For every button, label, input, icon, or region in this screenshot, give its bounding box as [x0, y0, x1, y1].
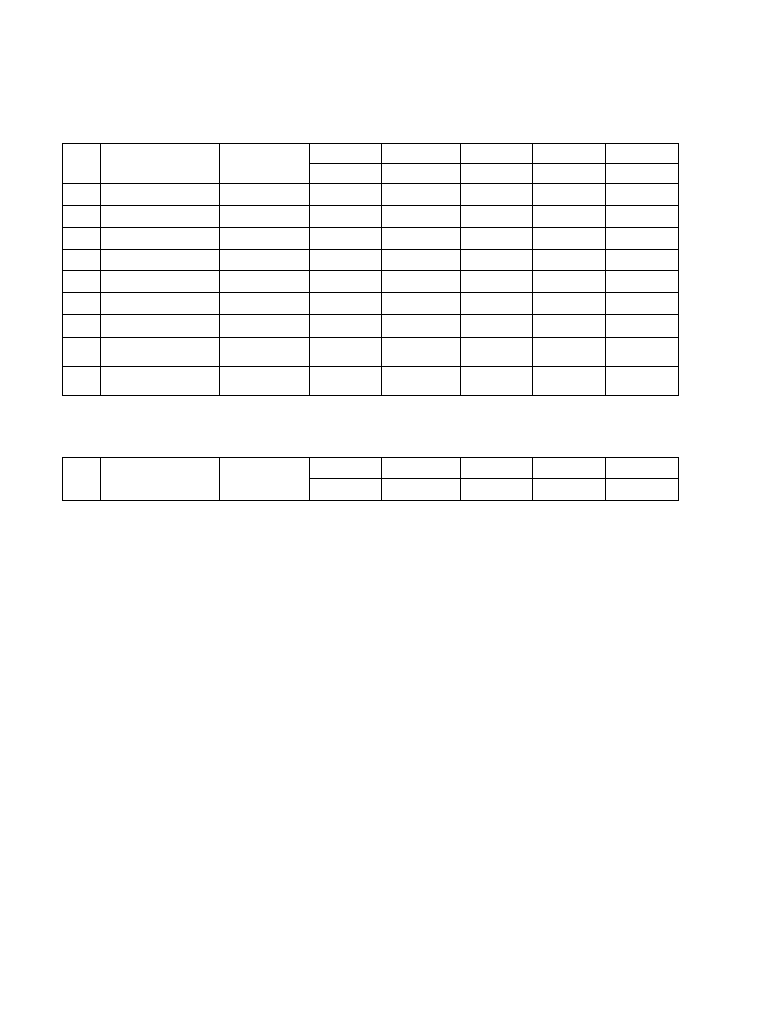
schedule-table-2 [62, 457, 679, 501]
row-number [63, 338, 101, 367]
day-header [606, 144, 679, 164]
attendance-cell [606, 250, 679, 271]
attendance-cell [310, 293, 382, 315]
table-row [63, 338, 679, 367]
table-row [63, 271, 679, 293]
attendance-cell [461, 184, 533, 206]
bulan-ke-row [64, 125, 264, 144]
attendance-cell [310, 315, 382, 338]
day-header [461, 144, 533, 164]
attendance-cell [382, 184, 461, 206]
attendance-cell [461, 206, 533, 228]
attendance-cell [606, 228, 679, 250]
personnel-name [101, 271, 220, 293]
day-header [382, 458, 461, 479]
date-header [310, 164, 382, 184]
attendance-cell [382, 250, 461, 271]
attendance-cell [533, 338, 606, 367]
date-header [533, 479, 606, 501]
row-number [63, 271, 101, 293]
date-header [382, 164, 461, 184]
col-header-no [63, 458, 101, 501]
header-day-row [63, 144, 679, 164]
day-header [382, 144, 461, 164]
table-row [63, 184, 679, 206]
attendance-cell [606, 315, 679, 338]
attendance-cell [310, 338, 382, 367]
personnel-role [220, 206, 310, 228]
attendance-cell [310, 367, 382, 396]
header-day-row [63, 458, 679, 479]
attendance-cell [461, 338, 533, 367]
attendance-cell [382, 367, 461, 396]
personnel-name [101, 315, 220, 338]
personnel-name [101, 367, 220, 396]
attendance-cell [533, 315, 606, 338]
row-number [63, 367, 101, 396]
personnel-name [101, 184, 220, 206]
table-row [63, 315, 679, 338]
personnel-role [220, 367, 310, 396]
attendance-cell [382, 315, 461, 338]
table-row [63, 293, 679, 315]
attendance-cell [533, 271, 606, 293]
col-header-nama-personil [101, 144, 220, 184]
attendance-cell [382, 338, 461, 367]
date-header [461, 164, 533, 184]
personnel-name [101, 293, 220, 315]
attendance-cell [310, 184, 382, 206]
attendance-cell [461, 293, 533, 315]
attendance-cell [606, 271, 679, 293]
personnel-role [220, 271, 310, 293]
date-header [310, 479, 382, 501]
table-row [63, 228, 679, 250]
lokasi-waduk-row [64, 88, 264, 107]
date-header [606, 164, 679, 184]
table-row [63, 250, 679, 271]
attendance-cell [310, 206, 382, 228]
attendance-cell [461, 367, 533, 396]
personnel-role [220, 338, 310, 367]
day-header [310, 458, 382, 479]
attendance-cell [461, 250, 533, 271]
personnel-role [220, 228, 310, 250]
personnel-name [101, 228, 220, 250]
attendance-cell [382, 206, 461, 228]
attendance-cell [606, 206, 679, 228]
day-header [533, 144, 606, 164]
personnel-name [101, 338, 220, 367]
attendance-cell [310, 228, 382, 250]
attendance-cell [533, 293, 606, 315]
row-number [63, 250, 101, 271]
personnel-role [220, 184, 310, 206]
col-header-nama-personil [101, 458, 220, 501]
row-number [63, 184, 101, 206]
col-header-jabatan [220, 144, 310, 184]
personnel-role [220, 293, 310, 315]
table-row [63, 367, 679, 396]
date-header [382, 479, 461, 501]
day-header [606, 458, 679, 479]
col-header-jabatan [220, 458, 310, 501]
personnel-name [101, 250, 220, 271]
attendance-cell [606, 367, 679, 396]
attendance-cell [533, 250, 606, 271]
attendance-cell [382, 293, 461, 315]
day-header [533, 458, 606, 479]
date-header [533, 164, 606, 184]
periode-row [64, 107, 264, 126]
col-header-no [63, 144, 101, 184]
personnel-role [220, 250, 310, 271]
attendance-cell [461, 315, 533, 338]
row-number [63, 206, 101, 228]
attendance-cell [533, 206, 606, 228]
day-header [461, 458, 533, 479]
attendance-cell [606, 338, 679, 367]
attendance-cell [533, 228, 606, 250]
schedule-table-1 [62, 143, 679, 396]
attendance-cell [533, 367, 606, 396]
header-info [64, 88, 264, 144]
attendance-cell [382, 228, 461, 250]
attendance-cell [606, 293, 679, 315]
row-number [63, 315, 101, 338]
attendance-cell [461, 228, 533, 250]
date-header [461, 479, 533, 501]
day-header [310, 144, 382, 164]
row-number [63, 228, 101, 250]
row-number [63, 293, 101, 315]
attendance-cell [382, 271, 461, 293]
personnel-role [220, 315, 310, 338]
attendance-cell [606, 184, 679, 206]
attendance-cell [310, 250, 382, 271]
attendance-cell [310, 271, 382, 293]
date-header [606, 479, 679, 501]
attendance-cell [461, 271, 533, 293]
table-row [63, 206, 679, 228]
attendance-cell [533, 184, 606, 206]
personnel-name [101, 206, 220, 228]
